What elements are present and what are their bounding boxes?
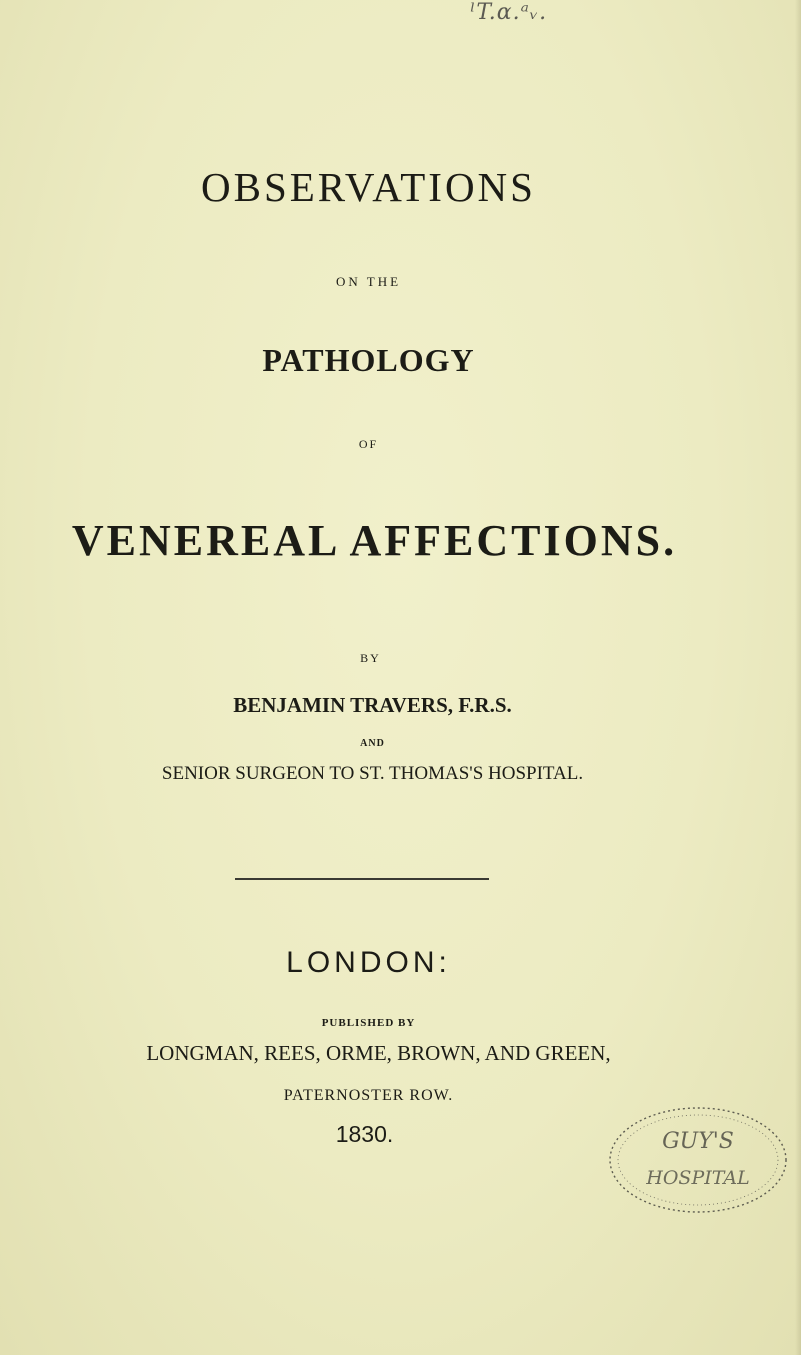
title-of: OF <box>358 437 379 451</box>
imprint-city: LONDON: <box>286 946 451 979</box>
byline-by: BY <box>360 651 381 665</box>
title-observations: OBSERVATIONS <box>201 164 536 210</box>
page-edge-shadow <box>795 0 801 1355</box>
svg-text:HOSPITAL: HOSPITAL <box>646 1167 750 1189</box>
title-pathology: PATHOLOGY <box>262 342 475 378</box>
title-venereal-affections: VENEREAL AFFECTIONS. <box>71 516 678 565</box>
shelfmark: ˡT.α.ᵃᵥ. <box>470 0 548 25</box>
author-name: BENJAMIN TRAVERS, F.R.S. <box>233 693 512 717</box>
title-on-the: ON THE <box>335 274 402 289</box>
imprint-address: PATERNOSTER ROW. <box>283 1087 454 1104</box>
library-stamp <box>603 1100 793 1218</box>
author-position: SENIOR SURGEON TO ST. THOMAS'S HOSPITAL. <box>161 763 584 784</box>
divider-rule <box>235 878 489 880</box>
byline-and: AND <box>360 738 385 749</box>
imprint-publishers: LONGMAN, REES, ORME, BROWN, AND GREEN, <box>146 1041 611 1065</box>
imprint-year: 1830. <box>335 1121 394 1147</box>
imprint-published-by: PUBLISHED BY <box>321 1017 416 1029</box>
svg-text:GUY'S: GUY'S <box>662 1129 734 1154</box>
